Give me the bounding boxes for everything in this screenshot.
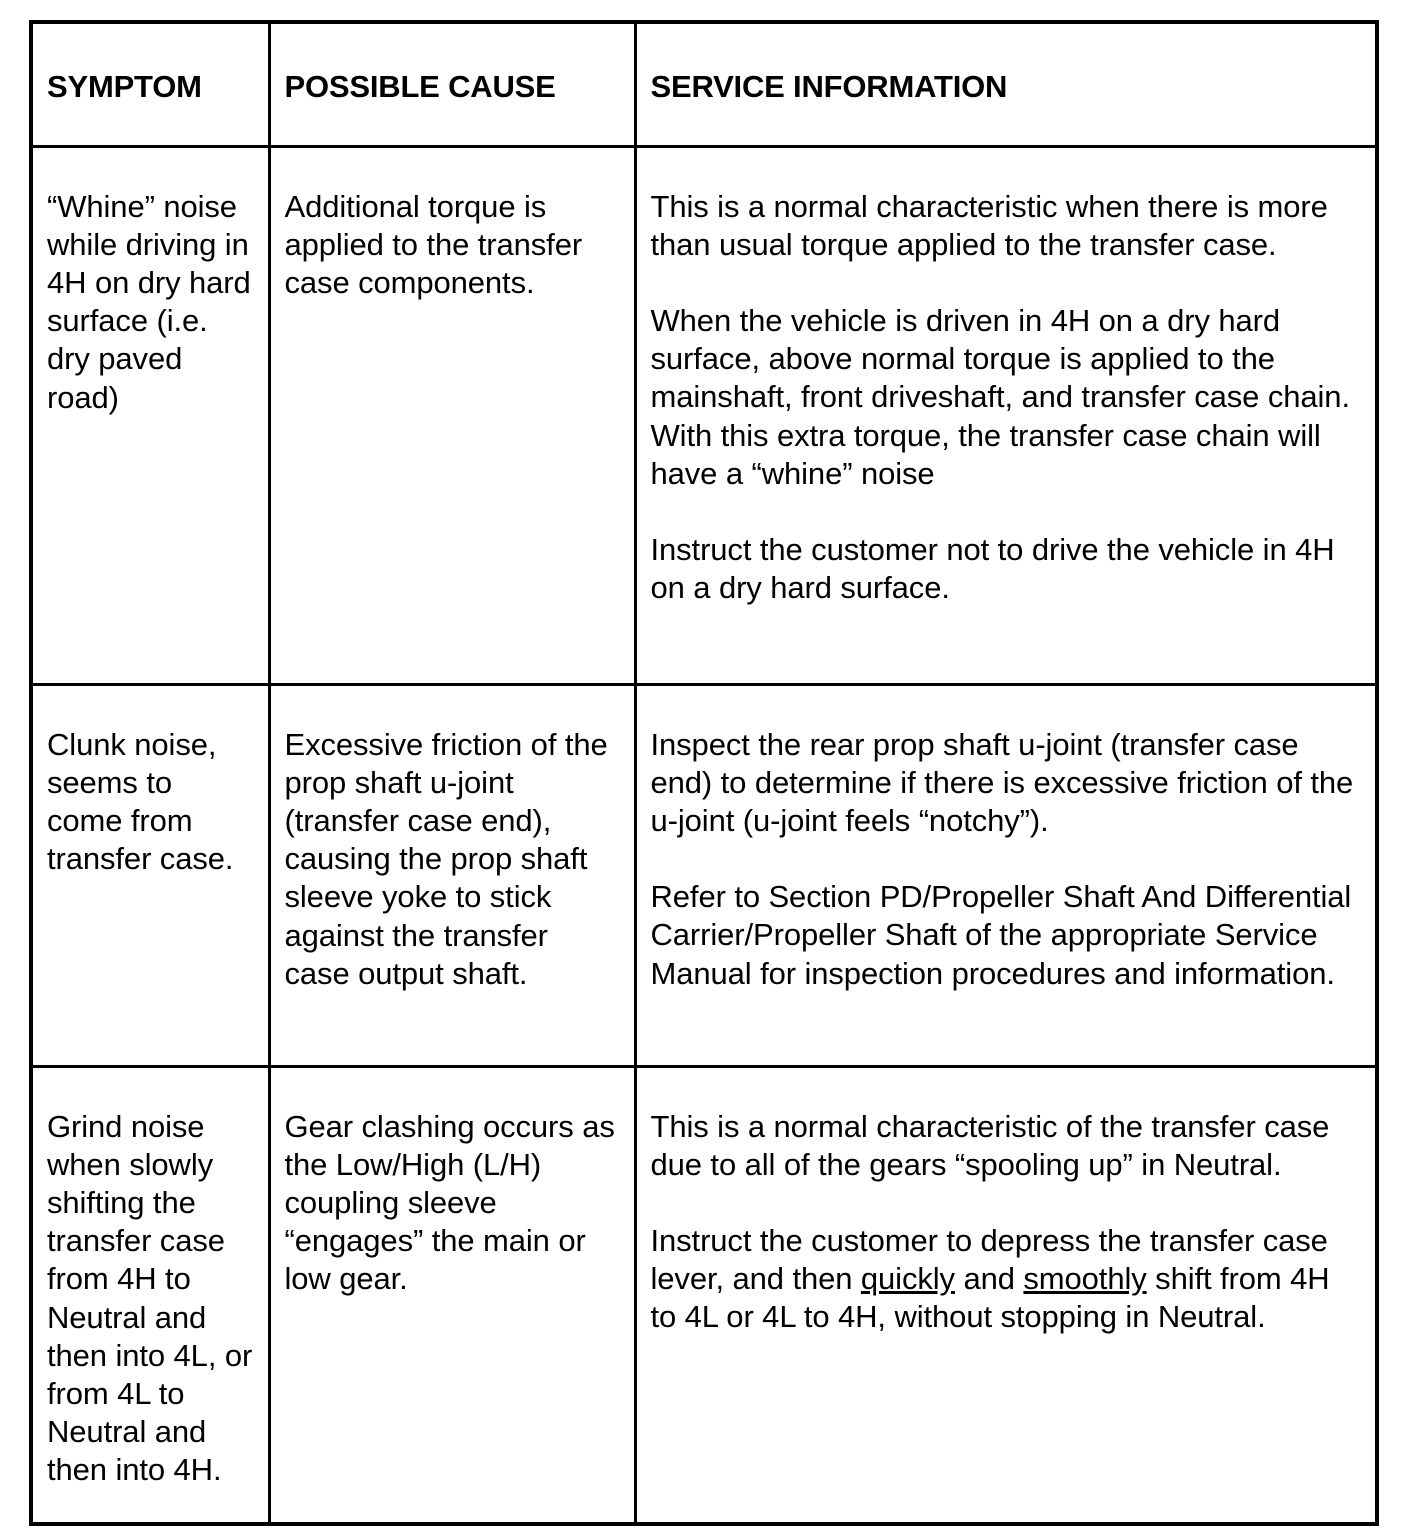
emphasis-quickly: quickly <box>860 1261 955 1297</box>
header-service-information <box>635 24 1375 146</box>
instruction-text-end: shift from 4H to 4L or 4L to 4H, without stopping in Neutral. <box>650 1261 1330 1335</box>
emphasis-smoothly: smoothly <box>1023 1261 1147 1297</box>
table-row <box>33 684 1375 1066</box>
service-paragraph-instruction <box>651 1222 1362 1337</box>
symptom-cell <box>33 1066 269 1522</box>
table-header-row <box>33 24 1375 146</box>
service-paragraph: Refer to Section PD/Propeller Shaft And Differential Carrier/Propeller Shaft of the appropriate Service Manual for inspection procedures and information. <box>650 879 1352 991</box>
header-symptom-label: SYMPTOM <box>47 69 202 104</box>
table-row <box>33 146 1375 684</box>
service-text <box>637 1068 1376 1337</box>
diagnosis-table-frame <box>29 20 1379 1526</box>
header-possible-cause <box>269 24 635 146</box>
instruction-text-start: Instruct the customer to depress the transfer case lever, and then <box>650 1222 1328 1297</box>
cause-cell <box>269 1066 635 1522</box>
service-cell <box>635 146 1375 684</box>
header-service-information-label: SERVICE INFORMATION <box>650 69 1008 104</box>
symptom-cell <box>33 146 269 684</box>
cause-text: Excessive friction of the prop shaft u-joint (transfer case end), causing the prop shaft sleeve yoke to stick against the transfer case output shaft. <box>284 726 608 991</box>
header-possible-cause-label: POSSIBLE CAUSE <box>284 69 556 104</box>
symptom-cell <box>33 684 269 1066</box>
cause-cell <box>269 684 635 1066</box>
table-row <box>33 1066 1375 1522</box>
service-cell <box>635 684 1375 1066</box>
symptom-text: “Whine” noise while driving in 4H on dry hard surface (i.e. dry paved road) <box>47 188 251 415</box>
instruction-text-middle: and <box>954 1261 1024 1297</box>
service-paragraph: Inspect the rear prop shaft u-joint (transfer case end) to determine if there is excessive friction of the u-joint (u-joint feels “notchy”). <box>650 726 1354 838</box>
service-text <box>637 686 1376 993</box>
service-paragraph: This is a normal characteristic of the transfer case due to all of the gears “spooling up” in Neutral. <box>650 1108 1330 1182</box>
cause-text: Gear clashing occurs as the Low/High (L/H) coupling sleeve “engages” the main or low gear. <box>284 1108 615 1297</box>
service-paragraph: When the vehicle is driven in 4H on a dry hard surface, above normal torque is applied to the mainshaft, front driveshaft, and transfer case chain. With this extra torque, the transfer case chain will have a “whine” noise <box>650 302 1350 491</box>
diagnosis-table <box>33 24 1375 1522</box>
symptom-text: Grind noise when slowly shifting the transfer case from 4H to Neutral and then into 4L, or from 4L to Neutral and then into 4H. <box>47 1108 253 1488</box>
service-paragraph: This is a normal characteristic when there is more than usual torque applied to the transfer case. <box>650 188 1328 262</box>
cause-cell <box>269 146 635 684</box>
symptom-text: Clunk noise, seems to come from transfer case. <box>47 726 234 877</box>
cause-text: Additional torque is applied to the transfer case components. <box>284 188 583 300</box>
service-cell <box>635 1066 1375 1522</box>
header-symptom <box>33 24 269 146</box>
service-text <box>637 148 1376 608</box>
service-paragraph: Instruct the customer not to drive the vehicle in 4H on a dry hard surface. <box>650 531 1335 606</box>
